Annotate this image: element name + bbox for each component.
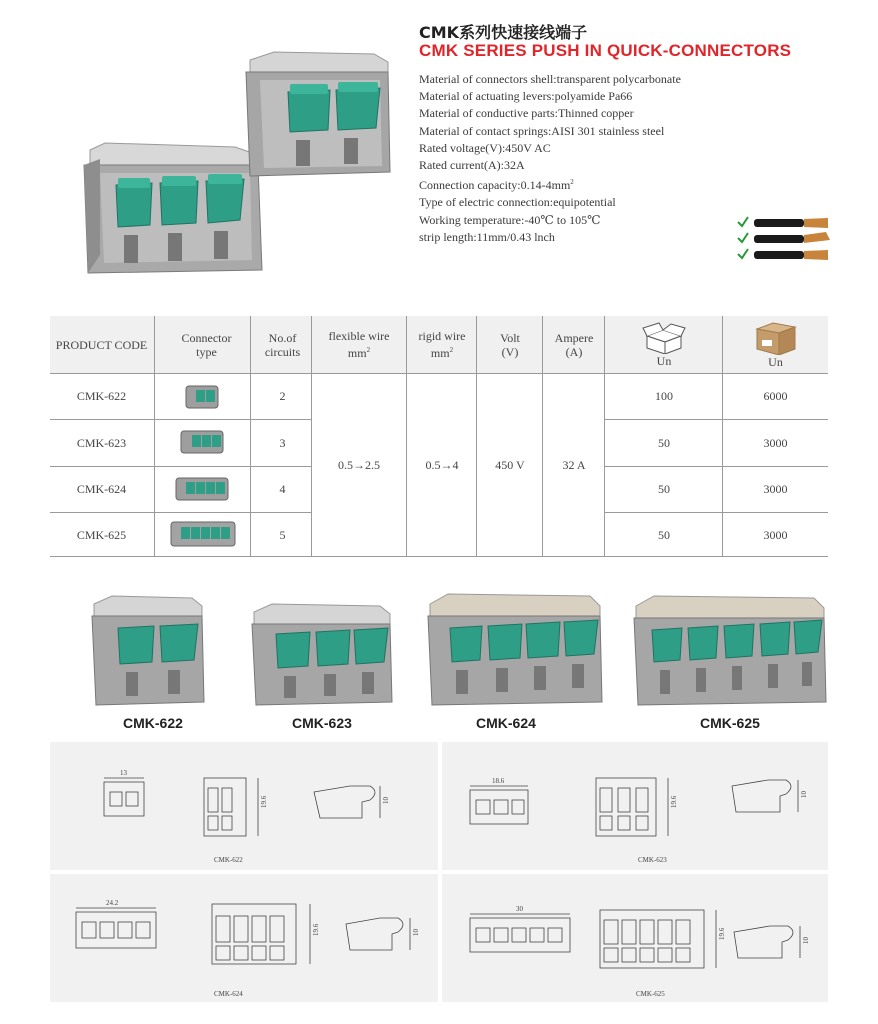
header-flexible-wire — [312, 316, 406, 373]
spec-item: Type of electric connection:equipotential — [419, 195, 616, 210]
row-circuits: 4 — [279, 482, 286, 496]
product-label-625: CMK-625 — [700, 715, 760, 731]
shared-ampere: 32 A — [562, 458, 586, 472]
divider — [50, 373, 828, 374]
row-code: CMK-622 — [76, 389, 127, 403]
check-icon — [738, 217, 748, 258]
row-box-qty: 50 — [658, 482, 670, 496]
connector-thumbnail — [174, 472, 230, 506]
technical-drawing-623 — [442, 742, 828, 870]
technical-drawing-624 — [50, 874, 438, 1002]
divider — [542, 316, 543, 557]
title-chinese: CMK系列快速接线端子 — [419, 23, 588, 42]
shared-flexible-wire: 0.5→2.5 — [338, 458, 380, 472]
row-circuits: 3 — [279, 435, 286, 450]
connector-thumbnail — [169, 516, 237, 552]
spec-item: Material of conductive parts:Thinned copper — [419, 106, 634, 121]
header-ampere-label: Ampere — [554, 330, 594, 345]
header-box-unit: Un — [656, 353, 672, 368]
spec-item: Material of actuating levers:polyamide Pa66 — [419, 89, 633, 104]
technical-drawing-625 — [442, 874, 828, 1002]
product-label-623: CMK-623 — [292, 715, 352, 731]
row-code: CMK-625 — [76, 527, 127, 542]
row-code: CMK-623 — [76, 435, 127, 450]
row-carton-qty: 3000 — [763, 435, 788, 450]
drawing-label: CMK-624 — [214, 990, 243, 998]
header-ampere-unit: (A) — [565, 344, 583, 359]
row-carton-qty: 3000 — [763, 482, 788, 496]
product-table — [50, 316, 828, 557]
spec-item: Material of connectors shell:transparent polycarbonate — [419, 72, 681, 86]
spec-item: strip length:11mm/0.43 lnch — [419, 229, 555, 244]
header-volt-unit: (V) — [501, 344, 519, 359]
technical-drawing-622 — [50, 742, 438, 870]
carton-icon — [753, 321, 799, 355]
header-volt — [477, 316, 543, 373]
divider — [154, 316, 155, 557]
spec-item: Working temperature:-40℃ to 105℃ — [419, 212, 601, 227]
height-dimension: 19.6 — [260, 795, 268, 808]
header-rigid-label: rigid wire — [418, 329, 466, 343]
drawing-label: CMK-622 — [214, 856, 243, 864]
superscript: 2 — [570, 178, 574, 187]
height-dimension: 19.6 — [670, 795, 678, 808]
divider — [50, 512, 312, 513]
header-flexible-label: flexible wire — [328, 329, 390, 343]
spec-item: Rated voltage(V):450V AC — [419, 140, 551, 155]
divider — [50, 466, 312, 467]
row-box-qty: 100 — [655, 389, 673, 403]
connector-2-photo — [244, 40, 394, 180]
divider — [50, 419, 312, 420]
header-box — [605, 316, 723, 373]
spec-item: Rated current(A):32A — [419, 158, 525, 173]
cmk-625-photo — [630, 590, 830, 710]
divider — [722, 316, 723, 557]
width-dimension: 24.2 — [106, 899, 119, 907]
header-carton-unit: Un — [768, 354, 783, 369]
cmk-624-photo — [424, 588, 606, 710]
drawing-label: CMK-625 — [636, 990, 665, 998]
divider — [311, 316, 312, 557]
row-circuits: 5 — [279, 527, 286, 542]
header-connector-type: Connector type — [181, 330, 232, 359]
height-dimension: 19.6 — [718, 927, 726, 940]
header-circuits: No.of circuits — [264, 330, 301, 359]
row-box-qty: 50 — [658, 527, 670, 542]
divider — [250, 316, 251, 557]
row-carton-qty: 6000 — [763, 389, 788, 403]
depth-dimension: 10 — [412, 929, 420, 936]
shared-rigid-wire: 0.5→4 — [425, 458, 459, 472]
product-label-624: CMK-624 — [476, 715, 536, 731]
divider — [406, 316, 407, 557]
divider — [476, 316, 477, 557]
row-code: CMK-624 — [76, 482, 127, 496]
product-label-622: CMK-622 — [123, 715, 183, 731]
width-dimension: 30 — [516, 905, 523, 913]
connector-thumbnail — [184, 380, 220, 412]
header-flexible-unit: $mm^2$ — [347, 346, 371, 360]
width-dimension: 13 — [120, 769, 127, 777]
depth-dimension: 10 — [382, 797, 390, 804]
depth-dimension: 10 — [802, 937, 810, 944]
depth-dimension: 10 — [800, 791, 808, 798]
header-carton — [723, 316, 828, 373]
cmk-622-photo — [88, 590, 208, 710]
width-dimension: 18.6 — [492, 777, 505, 785]
drawing-label: CMK-623 — [638, 856, 667, 864]
row-carton-qty: 3000 — [763, 527, 788, 542]
spec-list — [419, 71, 681, 246]
title-english: CMK SERIES PUSH IN QUICK-CONNECTORS — [419, 41, 792, 60]
divider — [604, 512, 828, 513]
divider — [604, 466, 828, 467]
divider — [604, 419, 828, 420]
header-volt-label: Volt — [500, 330, 520, 345]
spec-item — [419, 174, 681, 194]
row-box-qty: 50 — [658, 435, 670, 450]
wire-types-icon — [736, 214, 832, 266]
header-rigid-unit: $mm^2$ — [430, 346, 454, 360]
row-circuits: 2 — [279, 389, 286, 403]
header-ampere — [543, 316, 605, 373]
divider — [50, 556, 828, 557]
box-icon — [641, 322, 687, 354]
height-dimension: 19.6 — [312, 923, 320, 936]
connector-thumbnail — [179, 425, 225, 459]
cmk-623-photo — [252, 604, 392, 705]
header-product-code: PRODUCT CODE — [55, 337, 148, 352]
shared-volt: 450 V — [495, 458, 525, 472]
connector-5-photo — [80, 55, 270, 280]
header-rigid-wire — [407, 316, 477, 373]
divider — [604, 316, 605, 557]
connection-capacity: Connection capacity:0.14-4mm — [419, 178, 571, 193]
spec-item: Material of contact springs:AISI 301 stainless steel — [419, 123, 665, 138]
